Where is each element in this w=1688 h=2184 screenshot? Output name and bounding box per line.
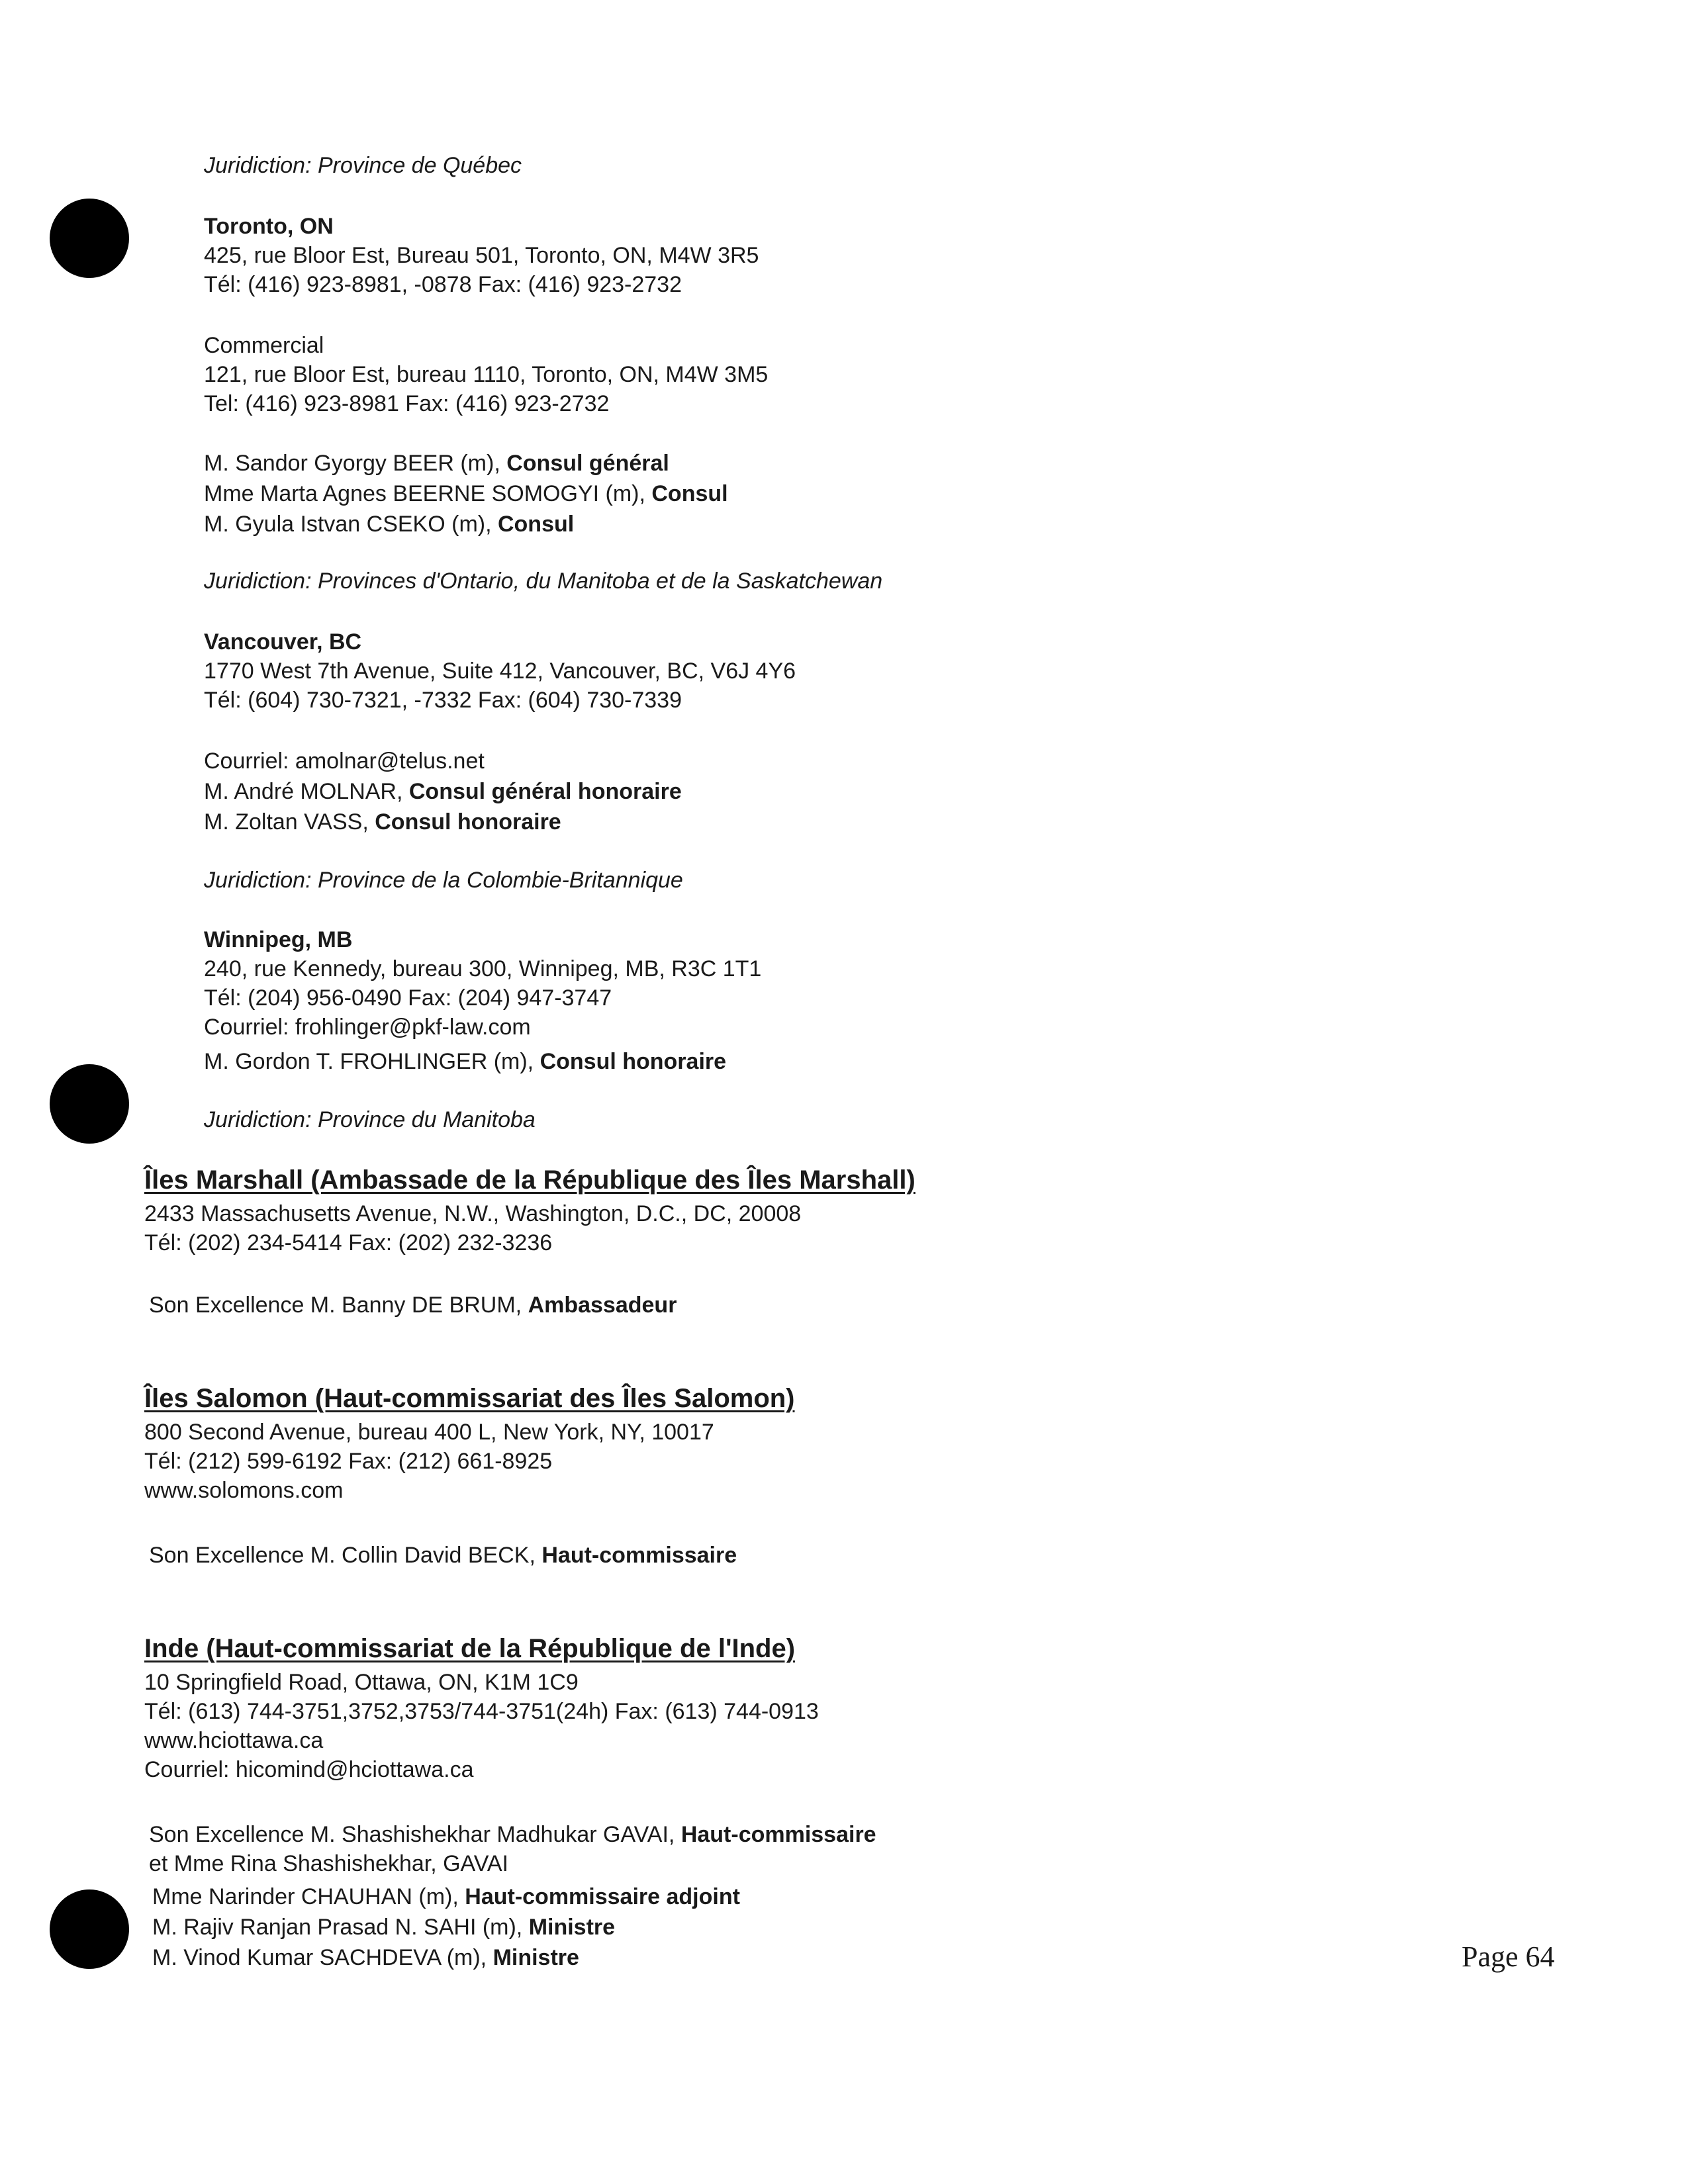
section-heading-inde: Inde (Haut-commissariat de la République de l'Inde)	[144, 1634, 796, 1663]
section-heading-salomon: Îles Salomon (Haut-commissariat des Îles Salomon)	[144, 1384, 795, 1413]
staff-title: Consul honoraire	[539, 1049, 727, 1074]
inde-website: www.hciottawa.ca	[144, 1728, 324, 1753]
inde-email: Courriel: hicomind@hciottawa.ca	[144, 1757, 474, 1782]
staff-line	[204, 1048, 726, 1075]
toronto-address: 425, rue Bloor Est, Bureau 501, Toronto, ON, M4W 3R5	[204, 243, 759, 268]
city-toronto: Toronto, ON	[204, 214, 334, 239]
staff-name: M. Gyula Istvan CSEKO (m),	[204, 512, 498, 537]
punch-hole-bottom	[50, 1889, 129, 1969]
staff-title: Haut-commissaire	[680, 1822, 876, 1847]
staff-name: M. Sandor Gyorgy BEER (m),	[204, 451, 507, 476]
staff-title: Ministre	[492, 1945, 579, 1970]
marshall-address: 2433 Massachusetts Avenue, N.W., Washington, D.C., DC, 20008	[144, 1201, 802, 1226]
staff-name: et Mme Rina Shashishekhar, GAVAI	[149, 1851, 508, 1876]
staff-title: Haut-commissaire	[541, 1543, 737, 1568]
staff-name: Son Excellence M. Banny DE BRUM,	[149, 1293, 528, 1318]
staff-name: Mme Marta Agnes BEERNE SOMOGYI (m),	[204, 481, 652, 506]
staff-title: Consul	[497, 512, 575, 537]
staff-title: Haut-commissaire adjoint	[465, 1884, 740, 1909]
staff-line	[149, 1821, 876, 1848]
staff-line	[149, 1850, 508, 1877]
staff-name: M. Zoltan VASS,	[204, 809, 375, 835]
city-vancouver: Vancouver, BC	[204, 629, 362, 655]
staff-name: M. André MOLNAR,	[204, 779, 409, 804]
inde-address: 10 Springfield Road, Ottawa, ON, K1M 1C9	[144, 1670, 579, 1695]
jurisdiction-colombie-britannique: Juridiction: Province de la Colombie-Britannique	[204, 868, 683, 893]
toronto-commercial-phone: Tel: (416) 923-8981 Fax: (416) 923-2732	[204, 391, 610, 416]
toronto-commercial-label: Commercial	[204, 333, 324, 358]
staff-title: Consul général	[506, 451, 669, 476]
city-winnipeg: Winnipeg, MB	[204, 927, 353, 952]
toronto-phone: Tél: (416) 923-8981, -0878 Fax: (416) 923-2732	[204, 272, 682, 297]
jurisdiction-manitoba: Juridiction: Province du Manitoba	[204, 1107, 536, 1132]
staff-name: Son Excellence M. Shashishekhar Madhukar GAVAI,	[149, 1822, 681, 1847]
staff-title: Ministre	[528, 1915, 616, 1940]
staff-line	[204, 778, 682, 805]
marshall-phone: Tél: (202) 234-5414 Fax: (202) 232-3236	[144, 1230, 553, 1255]
vancouver-phone: Tél: (604) 730-7321, -7332 Fax: (604) 730-7339	[204, 688, 682, 713]
jurisdiction-quebec: Juridiction: Province de Québec	[204, 153, 522, 178]
staff-name: M. Rajiv Ranjan Prasad N. SAHI (m),	[152, 1915, 529, 1940]
staff-line	[204, 450, 669, 477]
salomon-phone: Tél: (212) 599-6192 Fax: (212) 661-8925	[144, 1449, 553, 1474]
staff-line	[152, 1944, 579, 1971]
staff-name: M. Gordon T. FROHLINGER (m),	[204, 1049, 540, 1074]
winnipeg-email: Courriel: frohlinger@pkf-law.com	[204, 1015, 531, 1040]
staff-line	[152, 1914, 615, 1940]
punch-hole-middle	[50, 1064, 129, 1144]
staff-title: Consul honoraire	[375, 809, 561, 835]
staff-name: M. Vinod Kumar SACHDEVA (m),	[152, 1945, 493, 1970]
vancouver-address: 1770 West 7th Avenue, Suite 412, Vancouver, BC, V6J 4Y6	[204, 659, 796, 684]
section-heading-marshall: Îles Marshall (Ambassade de la République des Îles Marshall)	[144, 1165, 915, 1195]
vancouver-email: Courriel: amolnar@telus.net	[204, 749, 485, 774]
staff-line	[149, 1292, 677, 1318]
page-number: Page 64	[1462, 1940, 1555, 1973]
inde-phone: Tél: (613) 744-3751,3752,3753/744-3751(24h) Fax: (613) 744-0913	[144, 1699, 819, 1724]
staff-title: Consul général honoraire	[408, 779, 682, 804]
staff-line	[149, 1542, 737, 1569]
salomon-address: 800 Second Avenue, bureau 400 L, New York, NY, 10017	[144, 1420, 714, 1445]
staff-line	[204, 809, 561, 835]
punch-hole-top	[50, 199, 129, 278]
staff-name: Son Excellence M. Collin David BECK,	[149, 1543, 542, 1568]
winnipeg-address: 240, rue Kennedy, bureau 300, Winnipeg, MB, R3C 1T1	[204, 956, 762, 981]
staff-line	[204, 480, 728, 507]
staff-line	[204, 511, 574, 537]
staff-title: Ambassadeur	[528, 1293, 677, 1318]
salomon-website: www.solomons.com	[144, 1478, 344, 1503]
winnipeg-phone: Tél: (204) 956-0490 Fax: (204) 947-3747	[204, 985, 612, 1011]
staff-line	[152, 1884, 740, 1910]
toronto-commercial-address: 121, rue Bloor Est, bureau 1110, Toronto, ON, M4W 3M5	[204, 362, 769, 387]
jurisdiction-ontario: Juridiction: Provinces d'Ontario, du Manitoba et de la Saskatchewan	[204, 569, 883, 594]
staff-title: Consul	[651, 481, 728, 506]
staff-name: Mme Narinder CHAUHAN (m),	[152, 1884, 465, 1909]
